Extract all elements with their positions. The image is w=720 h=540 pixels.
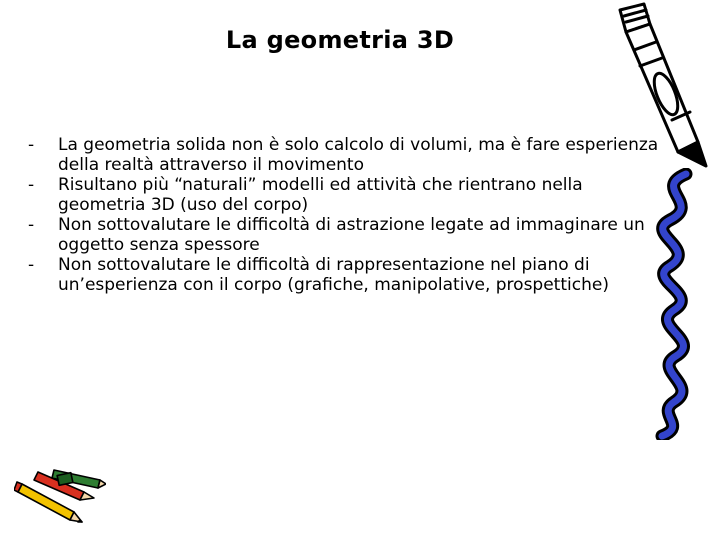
marker-pen-icon (600, 2, 716, 170)
bullet-marker: - (28, 215, 35, 235)
bullet-text: Non sottovalutare le difficoltà di rappresentazione nel piano di un’esperienza con il corpo (grafiche, manipolative, prospettiche) (58, 255, 609, 295)
slide-title: La geometria 3D (225, 26, 455, 54)
bullet-marker: - (28, 135, 35, 155)
bullet-marker: - (28, 255, 35, 275)
wavy-ribbon-decoration (640, 168, 710, 440)
bullet-marker: - (28, 175, 35, 195)
bullet-text: Non sottovalutare le difficoltà di astrazione legate ad immaginare un oggetto senza spessore (58, 215, 645, 255)
pencils-clipart-icon (14, 462, 106, 526)
bullet-text: Risultano più “naturali” modelli ed attività che rientrano nella geometria 3D (uso del corpo) (58, 175, 583, 215)
bullet-item (28, 215, 668, 255)
bullet-item (28, 135, 668, 175)
bullet-list (28, 135, 668, 295)
bullet-item (28, 255, 668, 295)
bullet-text: La geometria solida non è solo calcolo di volumi, ma è fare esperienza della realtà attraverso il movimento (58, 135, 659, 175)
bullet-item (28, 175, 668, 215)
